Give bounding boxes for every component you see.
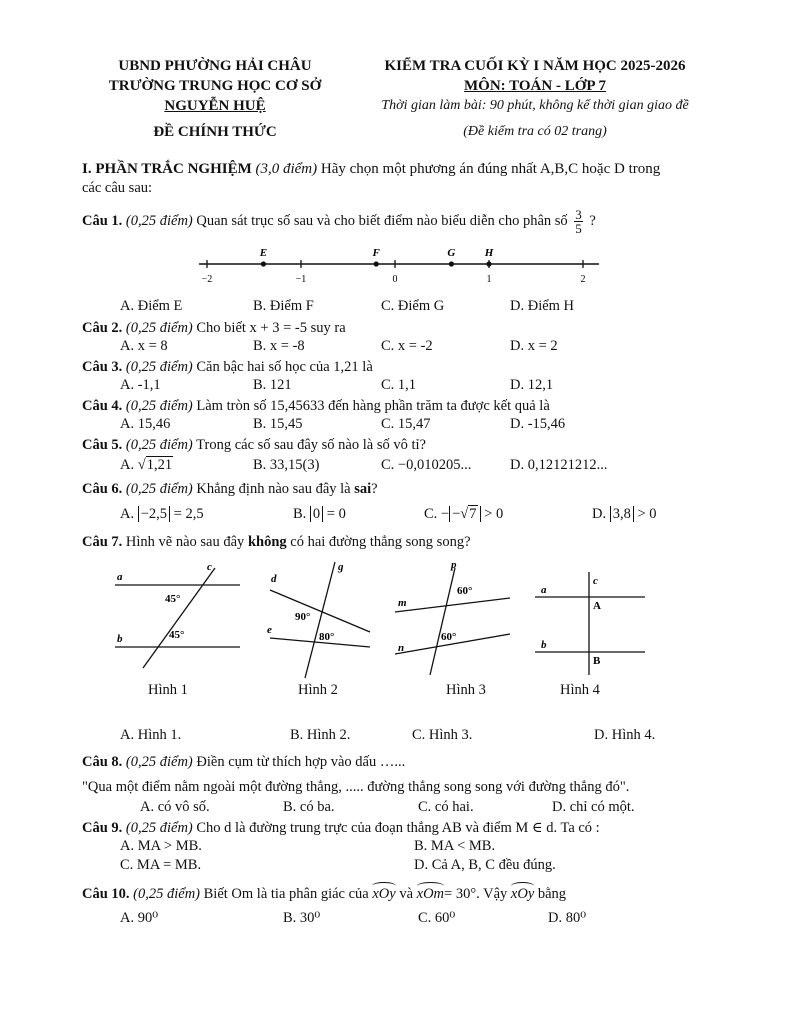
q8-option-b[interactable]: B. có ba. bbox=[283, 799, 335, 815]
q3-points: (0,25 điểm) bbox=[125, 359, 193, 375]
q7-option-b[interactable]: B. Hình 2. bbox=[290, 727, 351, 743]
q10-angle-xoy-2: xOy bbox=[510, 886, 535, 902]
q6-option-d[interactable]: D. 3,8 > 0 bbox=[592, 506, 657, 522]
subject-grade: MÔN: TOÁN - LỚP 7 bbox=[464, 78, 606, 94]
q10-option-c[interactable]: C. 60⁰ bbox=[418, 910, 456, 926]
q1-tail: ? bbox=[589, 212, 596, 229]
number-line-point bbox=[486, 261, 491, 266]
svg-text:80°: 80° bbox=[319, 631, 335, 643]
question-2 bbox=[82, 320, 346, 337]
q3-option-d[interactable]: D. 12,1 bbox=[510, 377, 554, 393]
q10-text-and: và bbox=[399, 886, 414, 902]
q4-points: (0,25 điểm) bbox=[125, 398, 193, 414]
q1-text: Quan sát trục số sau và cho biết điểm nào biểu diễn cho phân số bbox=[196, 212, 568, 229]
q2-option-c[interactable]: C. x = -2 bbox=[381, 338, 433, 354]
question-3 bbox=[82, 359, 373, 376]
q9-text: Cho d là đường trung trực của đoạn thẳng AB và điểm M ∈ d. Ta có : bbox=[196, 820, 600, 836]
q9-option-c[interactable]: C. MA = MB. bbox=[120, 857, 202, 873]
svg-text:d: d bbox=[271, 573, 277, 585]
q6-points: (0,25 điểm) bbox=[125, 481, 193, 497]
q7-text-end: có hai đường thẳng song song? bbox=[290, 534, 471, 550]
school-type: TRƯỜNG TRUNG HỌC CƠ SỞ bbox=[108, 78, 322, 94]
number-line-point bbox=[261, 261, 266, 266]
q7-option-d[interactable]: D. Hình 4. bbox=[594, 727, 656, 743]
q2-option-b[interactable]: B. x = -8 bbox=[253, 338, 305, 354]
q6-option-c[interactable]: C. − −√7 > 0 bbox=[424, 506, 504, 522]
q3-label: Câu 3. bbox=[82, 359, 123, 375]
svg-text:a: a bbox=[541, 584, 547, 596]
q5-label: Câu 5. bbox=[82, 437, 123, 453]
section-points: (3,0 điểm) bbox=[255, 161, 318, 177]
q4-label: Câu 4. bbox=[82, 398, 123, 414]
exam-title: KIỂM TRA CUỐI KỲ I NĂM HỌC 2025-2026 bbox=[384, 58, 686, 74]
q4-option-d[interactable]: D. -15,46 bbox=[510, 416, 566, 432]
svg-text:45°: 45° bbox=[165, 593, 181, 605]
figure-3 bbox=[395, 560, 510, 675]
q4-option-b[interactable]: B. 15,45 bbox=[253, 416, 303, 432]
question-5 bbox=[82, 437, 426, 454]
q6-label: Câu 6. bbox=[82, 481, 123, 497]
svg-text:m: m bbox=[398, 597, 407, 609]
number-line-tick-label: −1 bbox=[295, 274, 307, 285]
q10-text: Biết Om là tia phân giác của bbox=[203, 886, 369, 902]
question-6 bbox=[82, 481, 378, 498]
q1-option-a[interactable]: A. Điểm E bbox=[120, 298, 183, 314]
q4-option-a[interactable]: A. 15,46 bbox=[120, 416, 171, 432]
q6-option-a[interactable]: A. −2,5 = 2,5 bbox=[120, 506, 204, 522]
number-line-tick-label: 2 bbox=[580, 274, 586, 285]
q5-points: (0,25 điểm) bbox=[125, 437, 193, 453]
q8-option-a[interactable]: A. có vô số. bbox=[140, 799, 210, 815]
number-line-point-label: E bbox=[259, 247, 268, 259]
q10-points: (0,25 điểm) bbox=[133, 886, 201, 902]
svg-text:90°: 90° bbox=[295, 611, 311, 623]
q8-quote: "Qua một điểm nằm ngoài một đường thẳng, ..... đường thẳng song song với đường thẳng đó". bbox=[82, 779, 630, 795]
q9-option-d[interactable]: D. Cả A, B, C đều đúng. bbox=[414, 857, 556, 873]
number-line-tick-label: 0 bbox=[392, 274, 398, 285]
time-allowed: Thời gian làm bài: 90 phút, không kể thời gian giao đề bbox=[381, 98, 689, 113]
q10-angle-xom: xOm bbox=[416, 886, 445, 902]
q2-label: Câu 2. bbox=[82, 320, 123, 336]
svg-text:B: B bbox=[593, 655, 601, 667]
q9-option-a[interactable]: A. MA > MB. bbox=[120, 838, 202, 854]
q1-option-b[interactable]: B. Điểm F bbox=[253, 298, 314, 314]
svg-text:a: a bbox=[117, 571, 123, 583]
school-authority: UBND PHƯỜNG HẢI CHÂU bbox=[118, 58, 312, 74]
q3-option-b[interactable]: B. 121 bbox=[253, 377, 292, 393]
svg-text:c: c bbox=[207, 561, 212, 573]
section-instruction: Hãy chọn một phương án đúng nhất A,B,C hoặc D trong bbox=[320, 161, 661, 177]
svg-text:n: n bbox=[398, 642, 405, 654]
q7-text-emphasis: không bbox=[247, 534, 287, 550]
figure-4-label: Hình 4 bbox=[560, 682, 600, 698]
q9-points: (0,25 điểm) bbox=[125, 820, 193, 836]
section-instruction-cont: các câu sau: bbox=[82, 180, 153, 196]
q10-option-d[interactable]: D. 80⁰ bbox=[548, 910, 587, 926]
q6-text-end: ? bbox=[371, 481, 378, 497]
number-line-point-label: H bbox=[484, 247, 494, 259]
section-title: I. PHẦN TRẮC NGHIỆM bbox=[82, 161, 252, 177]
q2-points: (0,25 điểm) bbox=[125, 320, 193, 336]
svg-text:b: b bbox=[117, 633, 123, 645]
svg-text:b: b bbox=[541, 639, 547, 651]
question-8 bbox=[82, 754, 405, 771]
q5-option-b[interactable]: B. 33,15(3) bbox=[253, 457, 320, 473]
svg-text:60°: 60° bbox=[441, 631, 457, 643]
q6-text: Khẳng định nào sau đây là bbox=[196, 481, 351, 497]
number-line bbox=[195, 244, 605, 290]
q3-option-a[interactable]: A. -1,1 bbox=[120, 377, 161, 393]
q5-text: Trong các số sau đây số nào là số vô tỉ? bbox=[196, 437, 426, 453]
figure-3-label: Hình 3 bbox=[446, 682, 486, 698]
q3-text: Căn bậc hai số học của 1,21 là bbox=[196, 359, 373, 375]
q1-option-c[interactable]: C. Điểm G bbox=[381, 298, 445, 314]
question-9 bbox=[82, 820, 600, 837]
svg-text:p: p bbox=[451, 560, 457, 571]
svg-text:45°: 45° bbox=[169, 629, 185, 641]
q6-option-b[interactable]: B. 0 = 0 bbox=[293, 506, 346, 522]
q9-label: Câu 9. bbox=[82, 820, 123, 836]
q3-option-c[interactable]: C. 1,1 bbox=[381, 377, 417, 393]
figure-4 bbox=[535, 572, 645, 675]
school-name: NGUYỄN HUỆ bbox=[164, 98, 266, 114]
figure-1 bbox=[115, 561, 240, 668]
svg-text:60°: 60° bbox=[457, 585, 473, 597]
q5-option-c[interactable]: C. −0,010205... bbox=[381, 457, 472, 473]
q1-points: (0,25 điểm) bbox=[125, 212, 193, 229]
q10-angle-xoy: xOy bbox=[372, 886, 396, 902]
q1-label: Câu 1. bbox=[82, 212, 123, 229]
figure-2-label: Hình 2 bbox=[298, 682, 338, 698]
q8-points: (0,25 điểm) bbox=[125, 754, 193, 770]
q6-text-emphasis: sai bbox=[354, 481, 372, 497]
q8-option-d[interactable]: D. chỉ có một. bbox=[552, 799, 635, 815]
q10-label: Câu 10. bbox=[82, 886, 130, 902]
q2-option-a[interactable]: A. x = 8 bbox=[120, 338, 168, 354]
q7-option-a[interactable]: A. Hình 1. bbox=[120, 727, 182, 743]
q2-option-d[interactable]: D. x = 2 bbox=[510, 338, 558, 354]
number-line-point-label: F bbox=[372, 247, 380, 259]
q9-option-b[interactable]: B. MA < MB. bbox=[414, 838, 496, 854]
svg-text:c: c bbox=[593, 575, 598, 587]
q10-option-b[interactable]: B. 30⁰ bbox=[283, 910, 321, 926]
number-line-tick-label: 1 bbox=[486, 274, 492, 285]
official-exam-label: ĐỀ CHÍNH THỨC bbox=[153, 124, 277, 140]
section-heading bbox=[82, 161, 660, 178]
q5-option-d[interactable]: D. 0,12121212... bbox=[510, 457, 608, 473]
question-7 bbox=[82, 534, 471, 551]
figure-1-label: Hình 1 bbox=[148, 682, 188, 698]
q1-option-d[interactable]: D. Điểm H bbox=[510, 298, 575, 314]
q10-text-end: bằng bbox=[537, 886, 567, 902]
q8-label: Câu 8. bbox=[82, 754, 123, 770]
q2-text: Cho biết x + 3 = -5 suy ra bbox=[196, 320, 346, 336]
q5-sqrt-radicand: 1,21 bbox=[146, 457, 173, 473]
q7-option-c[interactable]: C. Hình 3. bbox=[412, 727, 473, 743]
svg-text:e: e bbox=[267, 624, 272, 636]
figure-2 bbox=[267, 561, 370, 678]
svg-text:A: A bbox=[593, 600, 601, 612]
number-line-tick-label: −2 bbox=[201, 274, 213, 285]
number-line-point-label: G bbox=[447, 247, 456, 259]
q4-option-c[interactable]: C. 15,47 bbox=[381, 416, 431, 432]
q7-figures bbox=[105, 560, 665, 680]
q7-text: Hình vẽ nào sau đây bbox=[125, 534, 245, 550]
page-count-note: (Đề kiểm tra có 02 trang) bbox=[463, 124, 607, 139]
q8-text: Điền cụm từ thích hợp vào dấu …... bbox=[196, 754, 406, 770]
q1-fraction: $\frac{3}{5}$ bbox=[575, 207, 582, 236]
q10-text-value: = 30°. Vậy bbox=[444, 886, 508, 902]
number-line-point bbox=[374, 261, 379, 266]
q8-option-c[interactable]: C. có hai. bbox=[418, 799, 474, 815]
q7-label: Câu 7. bbox=[82, 534, 123, 550]
q10-option-a[interactable]: A. 90⁰ bbox=[120, 910, 159, 926]
svg-text:g: g bbox=[338, 561, 344, 573]
q5-option-a[interactable]: A. √1,21 bbox=[120, 457, 173, 473]
question-10 bbox=[82, 886, 566, 903]
question-4 bbox=[82, 398, 550, 415]
question-1 bbox=[82, 208, 596, 235]
q4-text: Làm tròn số 15,45633 đến hàng phần trăm ta được kết quả là bbox=[196, 398, 550, 414]
number-line-point bbox=[449, 261, 454, 266]
